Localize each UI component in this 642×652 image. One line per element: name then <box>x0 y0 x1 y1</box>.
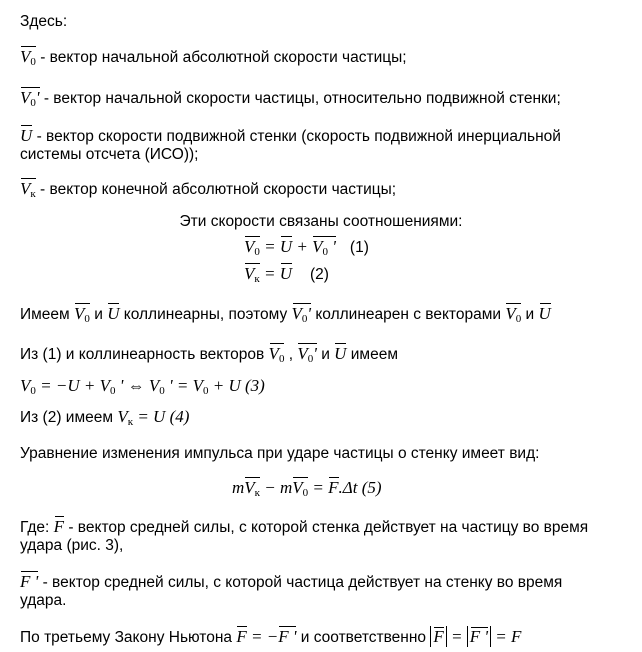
from-eq1-line: Из (1) и коллинеарность векторов $V_0$ , $V_0'$ и U имеем <box>20 342 398 369</box>
vector-vk: $V_к$ <box>20 177 36 204</box>
intro-text: Здесь: <box>20 13 68 30</box>
vector-v0: $V_0$ <box>20 45 36 72</box>
relations-title: Эти скорости связаны соотношениями: <box>179 213 463 230</box>
where-f-prime-cont: удара. <box>20 592 67 609</box>
definition-u: U - вектор скорости подвижной стенки (скорость подвижной инерциальной <box>20 126 561 145</box>
scalar-equation-3: $V_0 = -U + V_0$ ' ⇔ $V_0$ ' = $V_0 + U$ (3) <box>20 376 265 397</box>
momentum-title: Уравнение изменения импульса при ударе частицы о стенку имеет вид: <box>20 445 540 462</box>
vector-u: U <box>20 126 33 145</box>
equation-1: $V_0 = U + V_0$ ' (1) <box>244 235 369 262</box>
definition-v0-prime: $V_0'$ - вектор начальной скорости частицы, относительно подвижной стенки; <box>20 86 561 113</box>
definition-vk: $V_к$ - вектор конечной абсолютной скорости частицы; <box>20 177 396 204</box>
where-f-prime-definition: F ' - вектор средней силы, с которой частица действует на стенку во время <box>20 572 563 591</box>
equation-2: $V_к = U$ (2) <box>244 262 329 289</box>
equation-5: $mV_к - mV_0 = F.\Delta t$ (5) <box>232 476 382 503</box>
where-f-cont: удара (рис. 3), <box>20 537 124 554</box>
definition-v0: $V_0$ - вектор начальной абсолютной скорости частицы; <box>20 45 407 72</box>
from-eq2-line: Из (2) имеем $V_к = U$ (4) <box>20 407 190 428</box>
collinearity-line: Имеем $V_0$ и U коллинеарны, поэтому $V_0'$ коллинеарен с векторами $V_0$ и U <box>20 302 551 329</box>
vector-v0-prime: $V_0'$ <box>20 86 40 113</box>
definition-u-cont: системы отсчета (ИСО)); <box>20 146 199 163</box>
newton-third-law-line: По третьему Закону Ньютона F = −F ' и соответственно F = F ' = F <box>20 627 522 646</box>
where-f-definition: Где: F - вектор средней силы, с которой стенка действует на частицу во время <box>20 517 589 536</box>
